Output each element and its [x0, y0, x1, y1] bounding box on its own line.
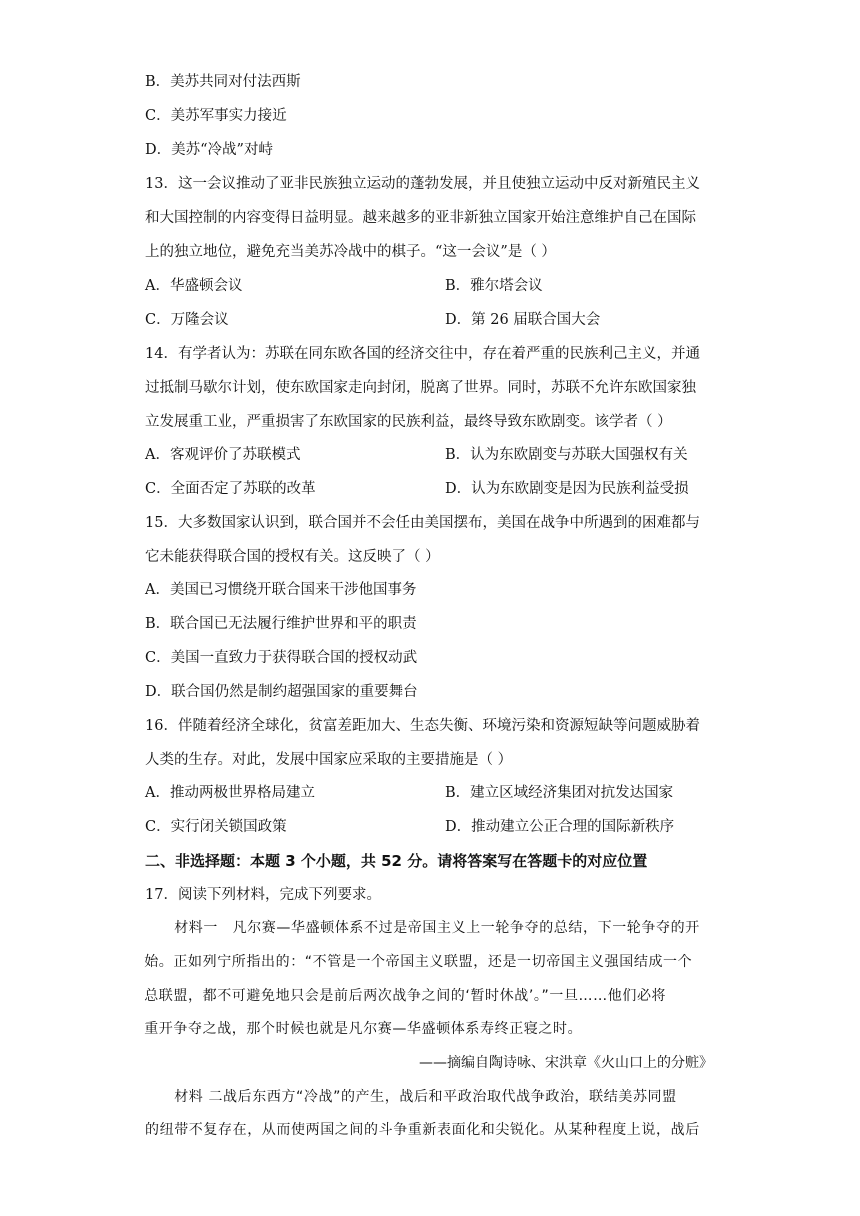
q17-stem: 17．阅读下列材料，完成下列要求。 [145, 887, 381, 903]
q14-stem-line-2: 过抵制马歇尔计划，使东欧国家走向封闭，脱离了世界。同时，苏联不允许东欧国家独 [145, 380, 696, 396]
q17-material-2-line-1: 材料 二战后东西方“冷战”的产生，战后和平政治取代战争政治，联结美苏同盟 [145, 1089, 677, 1105]
q13-stem-line-2: 和大国控制的内容变得日益明显。越来越多的亚非新独立国家开始注意维护自己在国际 [145, 210, 696, 226]
q12-option-d: D．美苏“冷战”对峙 [145, 142, 273, 158]
q15-option-c: C．美国一直致力于获得联合国的授权动武 [145, 650, 418, 666]
q17-material-1-source: ——摘编自陶诗咏、宋洪章《火山口上的分赃》 [419, 1055, 713, 1071]
q15-option-d: D．联合国仍然是制约超强国家的重要舞台 [145, 684, 418, 700]
section-2-heading: 二、非选择题：本题 3 个小题，共 52 分。请将答案写在答题卡的对应位置 [145, 852, 648, 870]
q13-option-a: A．华盛顿会议 [145, 278, 243, 294]
q13-option-b: B．雅尔塔会议 [445, 278, 543, 294]
q17-material-1-line-2: 始。正如列宁所指出的：“不管是一个帝国主义联盟，还是一切帝国主义强国结成一个 [115, 954, 693, 970]
q17-material-1-line-1: 材料一 凡尔赛—华盛顿体系不过是帝国主义上一轮争夺的总结，下一轮争夺的开 [145, 920, 700, 936]
q14-stem-line-1: 14．有学者认为：苏联在同东欧各国的经济交往中，存在着严重的民族利己主义，并通 [145, 346, 700, 362]
q14-option-a: A．客观评价了苏联模式 [145, 447, 301, 463]
q14-stem-line-3: 立发展重工业，严重损害了东欧国家的民族利益，最终导致东欧剧变。该学者（ ） [145, 414, 672, 430]
q14-option-d: D．认为东欧剧变是因为民族利益受损 [445, 481, 689, 497]
q17-material-1-line-3: 总联盟，都不可避免地只会是前后两次战争之间的‘暂时休战’。”一旦……他们必将 [115, 988, 667, 1004]
q13-stem-line-1: 13．这一会议推动了亚非民族独立运动的蓬勃发展，并且使独立运动中反对新殖民主义 [145, 176, 700, 192]
q13-option-d: D．第 26 届联合国大会 [445, 312, 601, 328]
q12-option-c: C．美苏军事实力接近 [145, 108, 287, 124]
q15-option-a: A．美国已习惯绕开联合国来干涉他国事务 [145, 582, 417, 598]
q13-stem-line-3: 上的独立地位，避免充当美苏冷战中的棋子。“这一会议”是（ ） [145, 244, 556, 260]
q14-option-c: C．全面否定了苏联的改革 [145, 481, 316, 497]
q15-option-b: B．联合国已无法履行维护世界和平的职责 [145, 616, 417, 632]
q16-option-c: C．实行闭关锁国政策 [145, 819, 287, 835]
q16-stem-line-1: 16．伴随着经济全球化，贫富差距加大、生态失衡、环境污染和资源短缺等问题威胁着 [145, 718, 700, 734]
q17-material-2-line-2: 的纽带不复存在，从而使两国之间的斗争重新表面化和尖锐化。从某种程度上说，战后 [145, 1122, 700, 1138]
q15-stem-line-1: 15．大多数国家认识到，联合国并不会任由美国摆布，美国在战争中所遇到的困难都与 [145, 515, 700, 531]
q16-option-d: D．推动建立公正合理的国际新秩序 [445, 819, 675, 835]
q13-option-c: C．万隆会议 [145, 312, 229, 328]
q12-option-b: B．美苏共同对付法西斯 [145, 74, 301, 90]
q16-option-a: A．推动两极世界格局建立 [145, 785, 315, 801]
q14-option-b: B．认为东欧剧变与苏联大国强权有关 [445, 447, 688, 463]
q17-material-1-line-4: 重开争夺之战，那个时候也就是凡尔赛—华盛顿体系寿终正寝之时。 [115, 1021, 583, 1037]
q16-option-b: B．建立区域经济集团对抗发达国家 [445, 785, 674, 801]
q16-stem-line-2: 人类的生存。对此，发展中国家应采取的主要措施是（ ） [145, 752, 513, 768]
q15-stem-line-2: 它未能获得联合国的授权有关。这反映了（ ） [145, 549, 440, 565]
